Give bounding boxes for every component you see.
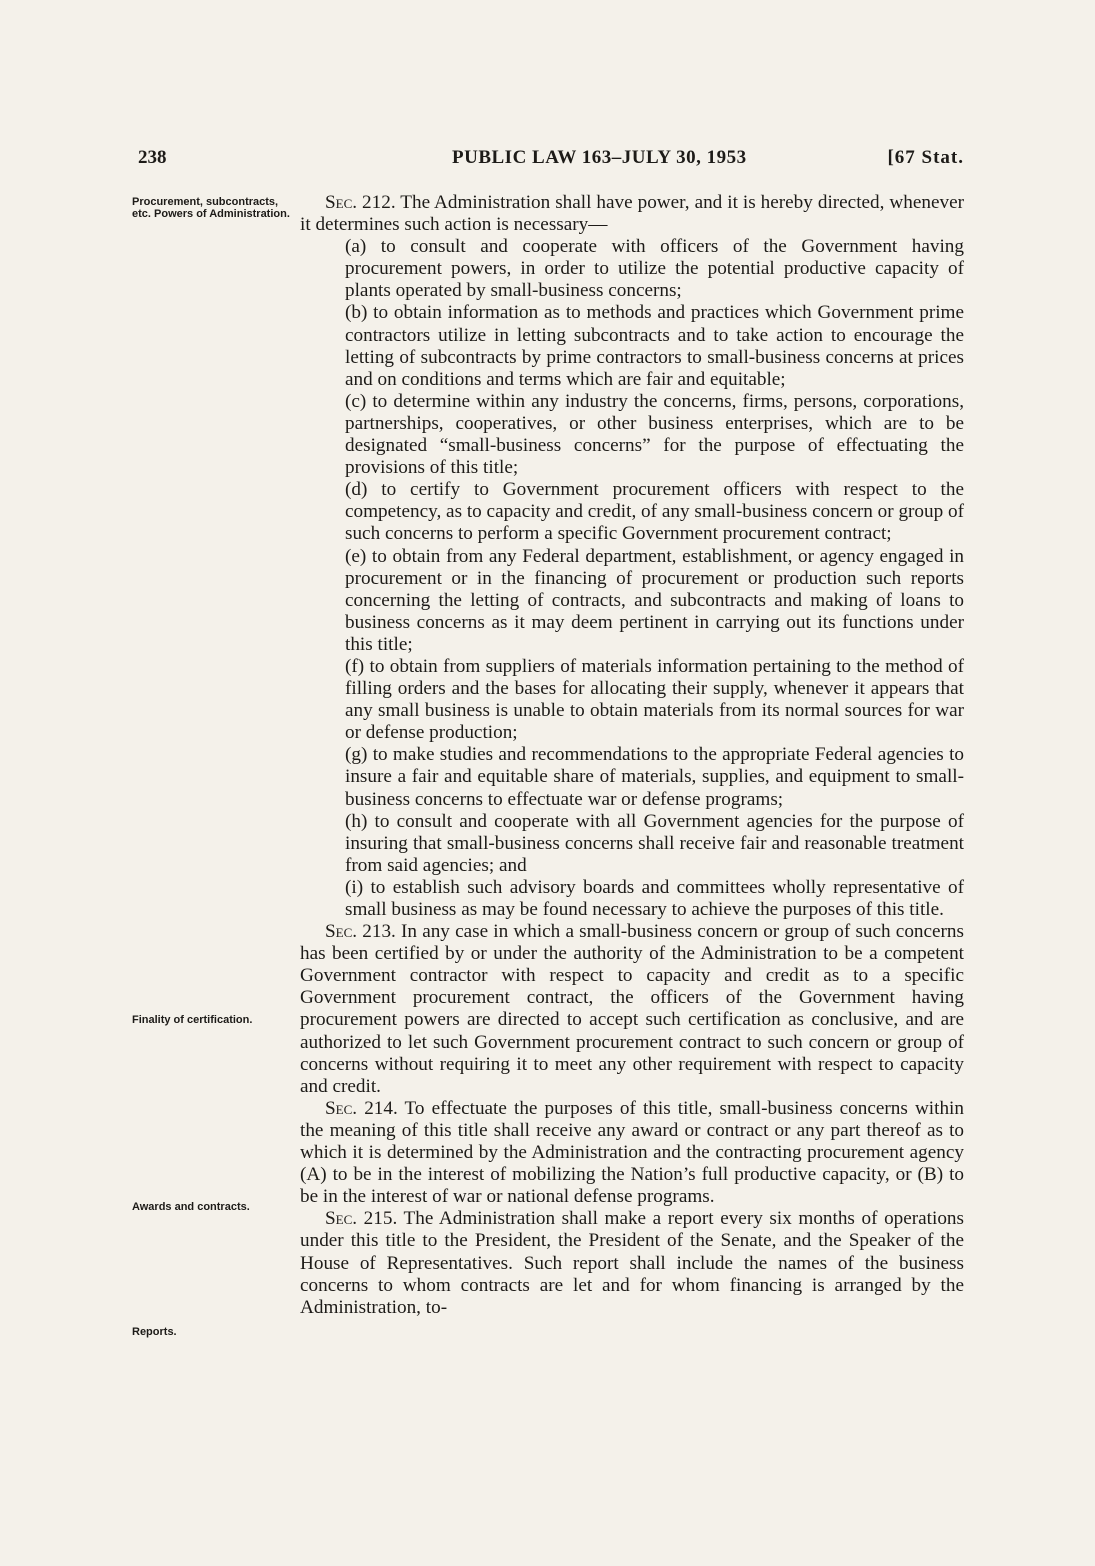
paragraph-g: (g) to make studies and recommendations to the appropriate Federal agencies to insure a fair and equitable share of materials, supplies, and equipment to small-business concerns to effectuate war or defense programs; [345, 744, 964, 810]
page-header [138, 147, 964, 177]
section-label: Sec. 213. [325, 921, 396, 943]
paragraph-e: (e) to obtain from any Federal department, establishment, or agency engaged in procurement or in the financing of procurement or production such reports concerning the letting of contracts, and subcontracts and making of loans to business concerns as it may deem pertinent in carrying out its functions under this title; [345, 545, 964, 655]
section-label: Sec. 215. [325, 1208, 398, 1230]
volume-citation: [67 Stat. [887, 147, 964, 168]
section-text: In any case in which a small-business concern or group of such concerns has been certified by or under the authority of the Administration to be a competent Government contractor with respect to capacity and credit as to a specific Government procurement contract, the officers of the Government having procurement powers are directed to accept such certification as conclusive, and are authorized to let such Government procurement contract to such concern or group of concerns without requiring it to meet any other requirement with respect to capacity and credit. [300, 921, 964, 1097]
margin-note-procurement: Procurement, subcontracts, etc. Powers of Administration. [132, 196, 290, 220]
section-text: The Administration shall have power, and it is hereby directed, whenever it determines such action is necessary— [300, 192, 964, 236]
margin-note-reports: Reports. [132, 1326, 177, 1338]
section-212-intro [300, 192, 964, 236]
paragraph-a: (a) to consult and cooperate with officers of the Government having procurement powers, in order to utilize the potential productive capacity of plants operated by small-business concerns; [345, 236, 964, 302]
section-label: Sec. 214. [325, 1097, 398, 1119]
section-label: Sec. 212. [325, 192, 396, 213]
paragraph-f: (f) to obtain from suppliers of materials information pertaining to the method of filling orders and the bases for allocating their supply, whenever it appears that any small business is unable to obtain materials from its normal sources for war or defense production; [345, 655, 964, 744]
paragraph-d: (d) to certify to Government procurement officers with respect to the competency, as to capacity and credit, of any small-business concern or group of such concerns to perform a specific Government procurement contract; [345, 479, 964, 545]
section-text: To effectuate the purposes of this title, small-business concerns within the meaning of this title shall receive any award or contract or any part thereof as to which it is determined by the Administration and the contracting procurement agency (A) to be in the interest of mobilizing the Nation’s full productive capacity, or (B) to be in the interest of war or national defense programs. [300, 1097, 964, 1208]
page-number: 238 [138, 147, 167, 168]
margin-note-awards: Awards and contracts. [132, 1201, 250, 1213]
section-213 [300, 921, 964, 1098]
paragraph-c: (c) to determine within any industry the concerns, firms, persons, corporations, partnerships, cooperatives, or other business enterprises, which are to be designated “small-business concerns” for the purpose of effectuating the provisions of this title; [345, 390, 964, 479]
running-title: PUBLIC LAW 163–JULY 30, 1953 [452, 147, 747, 168]
section-214 [300, 1098, 964, 1208]
paragraph-b: (b) to obtain information as to methods and practices which Government prime contractors utilize in letting subcontracts and to take action to encourage the letting of subcontracts by prime contractors to small-business concerns at prices and on conditions and terms which are fair and equitable; [345, 302, 964, 390]
statute-body [300, 192, 964, 1319]
paragraph-h: (h) to consult and cooperate with all Government agencies for the purpose of insuring that small-business concerns shall receive fair and reasonable treatment from said agencies; and [345, 810, 964, 876]
section-215 [300, 1208, 964, 1318]
section-text: The Administration shall make a report every six months of operations under this title to the President, the President of the Senate, and the Speaker of the House of Representatives. Such report shall include the names of the business concerns to whom contracts are let and for whom financing is arranged by the Administration, to- [300, 1208, 964, 1318]
margin-note-finality: Finality of certification. [132, 1014, 253, 1026]
paragraph-i: (i) to establish such advisory boards and committees wholly representative of small business as may be found necessary to achieve the purposes of this title. [345, 876, 964, 920]
